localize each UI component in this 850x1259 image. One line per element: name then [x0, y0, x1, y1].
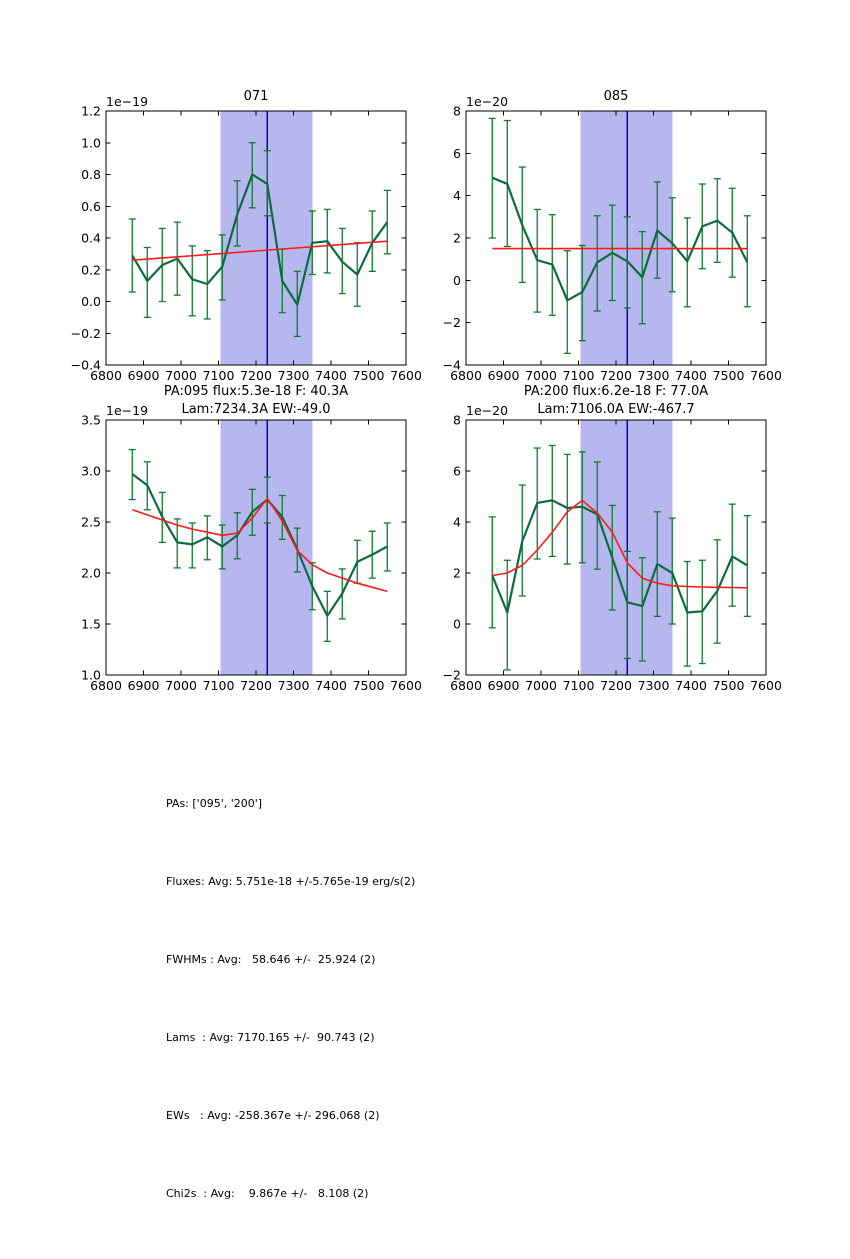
subplot-085-title: 085	[603, 89, 629, 104]
y-tick-label: 0.4	[81, 230, 101, 246]
error-bar	[489, 517, 496, 628]
y-tick-label: 0.0	[81, 294, 101, 309]
shaded-band	[220, 111, 312, 365]
error-bar	[744, 516, 751, 617]
y-tick-label: −4	[442, 357, 461, 373]
summary-line-fluxes: Fluxes: Avg: 5.751e-18 +/-5.765e-19 erg/s(2)	[166, 875, 416, 888]
y-tick-label: 1.2	[81, 103, 101, 119]
summary-line-fwhms: FWHMs : Avg: 58.646 +/- 25.924 (2)	[166, 953, 376, 966]
x-tick-label: 7300	[277, 678, 310, 693]
x-tick-label: 7400	[675, 678, 707, 693]
error-bar	[564, 251, 571, 354]
x-tick-label: 7000	[165, 368, 197, 383]
x-tick-label: 7100	[202, 678, 235, 693]
y-tick-label: 0	[453, 616, 461, 632]
y-tick-label: 0	[453, 272, 461, 288]
subplot-pa095-title-line2: Lam:7234.3A EW:-49.0	[181, 402, 331, 417]
summary-line-pas: PAs: ['095', '200']	[166, 797, 263, 810]
y-tick-label: 8	[453, 412, 461, 428]
subplot-pa200-title-line2: Lam:7106.0A EW:-467.7	[537, 402, 695, 417]
x-tick-label: 7000	[525, 678, 557, 693]
x-tick-label: 7200	[240, 678, 272, 693]
y-tick-label: 4	[453, 514, 461, 530]
subplot-2	[443, 94, 782, 383]
subplot-071-title: 071	[243, 89, 269, 104]
y-tick-label: 2	[453, 565, 461, 581]
summary-line-ews: EWs : Avg: -258.367e +/- 296.068 (2)	[166, 1109, 380, 1122]
x-tick-label: 6900	[487, 678, 520, 693]
y-tick-label: 6	[453, 145, 461, 161]
x-tick-label: 7400	[675, 368, 707, 383]
summary-line-lams: Lams : Avg: 7170.165 +/- 90.743 (2)	[166, 1031, 375, 1044]
subplot-3	[81, 403, 422, 693]
axis-offset-label: 1e−20	[466, 94, 509, 109]
y-tick-label: 2.5	[81, 514, 101, 530]
y-tick-label: 3.0	[81, 463, 101, 479]
axis-offset-label: 1e−19	[106, 94, 149, 109]
axis-offset-label: 1e−19	[106, 403, 149, 418]
summary-line-chi2s: Chi2s : Avg: 9.867e +/- 8.108 (2)	[166, 1187, 369, 1200]
x-tick-label: 7500	[712, 678, 745, 693]
y-tick-label: −0.2	[70, 325, 101, 341]
x-tick-label: 6900	[127, 368, 160, 383]
y-tick-label: 2.0	[81, 565, 101, 581]
x-tick-label: 7000	[525, 368, 557, 383]
x-tick-label: 6800	[90, 368, 122, 383]
x-tick-label: 6800	[450, 678, 482, 693]
subplot-pa095-title-line1: PA:095 flux:5.3e-18 F: 40.3A	[163, 384, 349, 399]
x-tick-label: 7500	[352, 678, 385, 693]
summary-block	[166, 739, 415, 1259]
y-tick-label: 8	[453, 103, 461, 119]
y-tick-label: −2	[442, 315, 461, 331]
x-tick-label: 7400	[315, 678, 347, 693]
x-tick-label: 7500	[352, 368, 385, 383]
x-tick-label: 7600	[390, 368, 422, 383]
x-tick-label: 7600	[390, 678, 422, 693]
x-tick-label: 7100	[562, 368, 595, 383]
x-tick-label: 7300	[637, 678, 670, 693]
y-tick-label: 0.8	[81, 167, 101, 182]
y-tick-label: 4	[453, 188, 461, 204]
error-bar	[729, 504, 736, 606]
error-bar	[144, 248, 151, 318]
subplot-pa095-title	[106, 383, 406, 419]
axis-offset-label: 1e−20	[466, 403, 509, 418]
x-tick-label: 7000	[165, 678, 197, 693]
shaded-band	[220, 420, 312, 675]
x-tick-label: 7500	[712, 368, 745, 383]
y-tick-label: 6	[453, 463, 461, 479]
x-tick-label: 7100	[202, 368, 235, 383]
x-tick-label: 7300	[277, 368, 310, 383]
x-tick-label: 7300	[637, 368, 670, 383]
x-tick-label: 7200	[600, 368, 632, 383]
subplot-1	[71, 94, 422, 383]
x-tick-label: 6800	[450, 368, 482, 383]
x-tick-label: 6900	[487, 368, 520, 383]
y-tick-label: −0.4	[70, 357, 101, 373]
y-tick-label: 1.0	[81, 135, 101, 151]
error-bar	[504, 560, 511, 670]
y-tick-label: 0.2	[81, 262, 101, 278]
y-tick-label: 1.5	[81, 616, 101, 632]
y-tick-label: 1.0	[81, 667, 101, 683]
subplot-pa200-title-line1: PA:200 flux:6.2e-18 F: 77.0A	[523, 384, 709, 399]
x-tick-label: 7200	[600, 678, 632, 693]
x-tick-label: 7400	[315, 368, 347, 383]
y-tick-label: 2	[453, 230, 461, 246]
subplot-4	[443, 403, 782, 693]
shaded-band	[580, 111, 672, 365]
x-tick-label: 6900	[127, 678, 160, 693]
shaded-band	[580, 420, 672, 675]
y-tick-label: 3.5	[81, 412, 101, 428]
x-tick-label: 7600	[750, 368, 782, 383]
x-tick-label: 7600	[750, 678, 782, 693]
x-tick-label: 7100	[562, 678, 595, 693]
error-bar	[684, 562, 691, 667]
x-tick-label: 6800	[90, 678, 122, 693]
x-tick-label: 7200	[240, 368, 272, 383]
y-tick-label: −2	[442, 667, 461, 683]
error-bar	[129, 219, 136, 292]
y-tick-label: 0.6	[81, 198, 101, 214]
subplot-pa200-title	[466, 383, 766, 419]
